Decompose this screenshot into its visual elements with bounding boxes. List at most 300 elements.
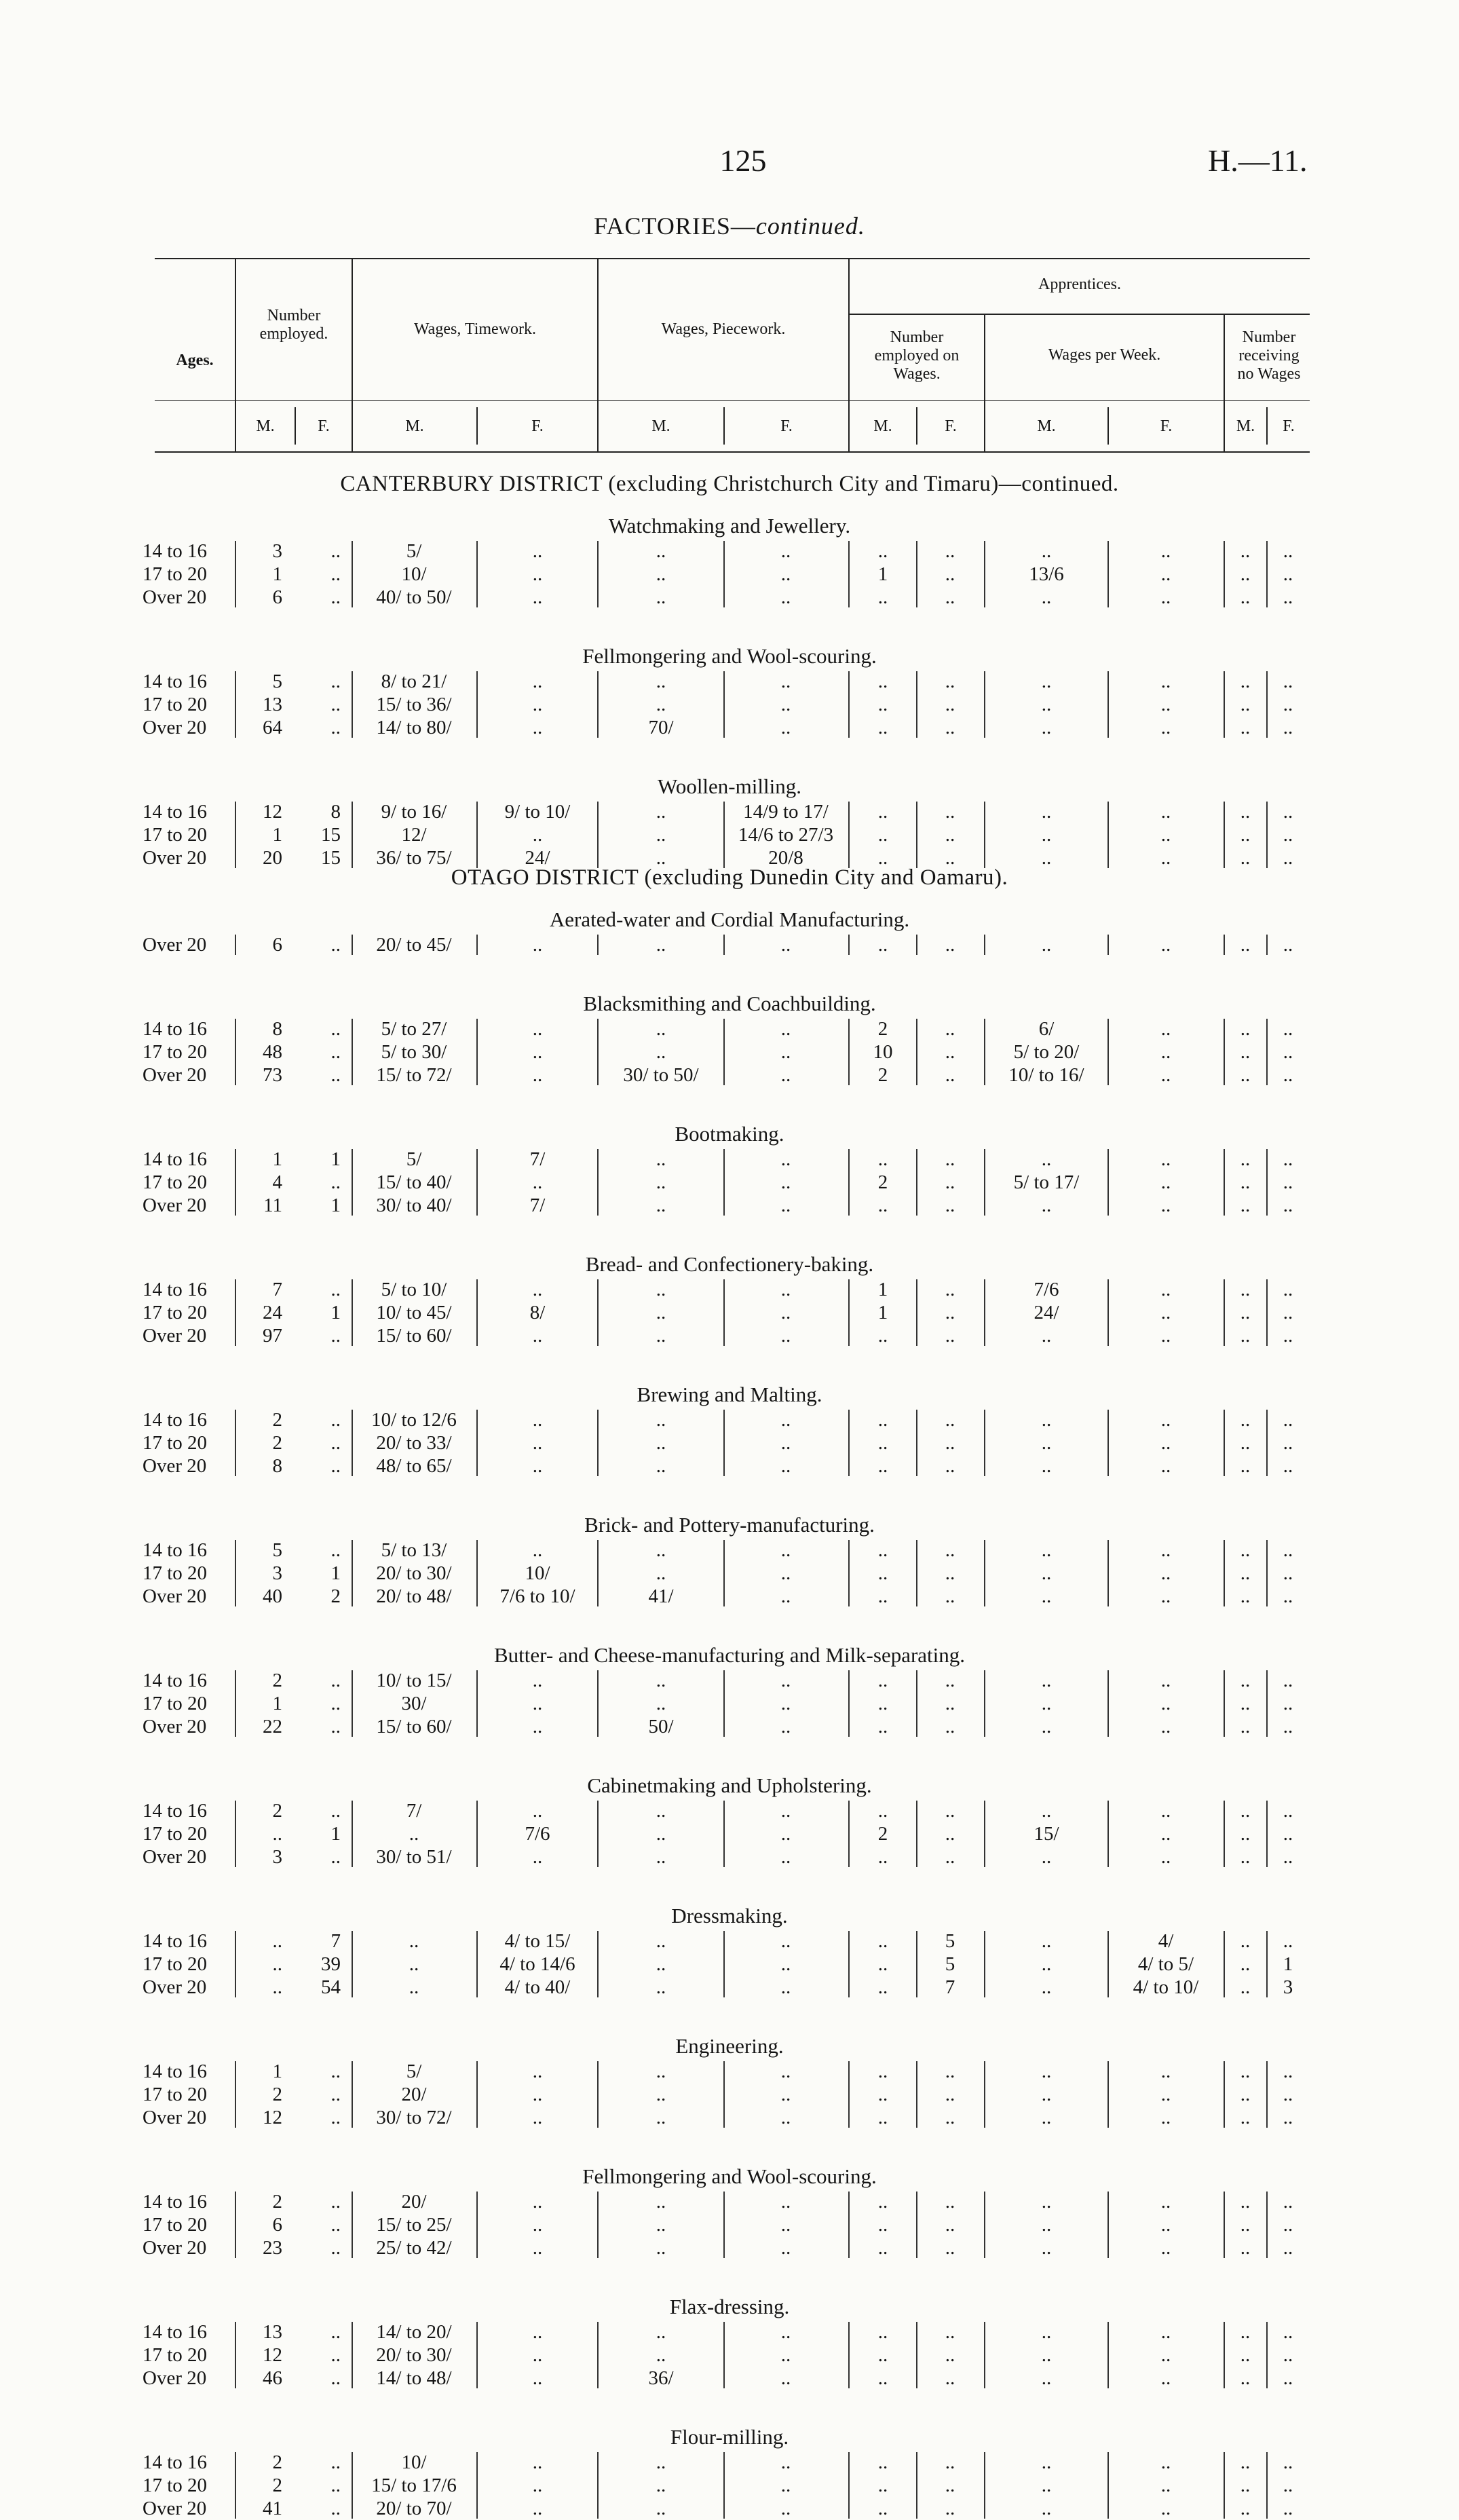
- cell-apprentice-m: ..: [877, 2084, 888, 2105]
- cell-piecework-m: ..: [656, 934, 666, 956]
- column-rule: [1266, 2192, 1268, 2258]
- column-rule: [916, 2061, 917, 2128]
- cell-apprentice-f: ..: [945, 1846, 955, 1868]
- cell-age: Over 20: [143, 934, 207, 956]
- cell-age: 14 to 16: [143, 671, 208, 692]
- column-rule: [235, 671, 236, 738]
- cell-employed-m: 20: [263, 847, 282, 869]
- cell-nowages-m: ..: [1240, 586, 1251, 608]
- cell-apprentice-f: ..: [945, 1279, 955, 1300]
- cell-piecework-f: ..: [780, 2061, 791, 2082]
- cell-timework-f: ..: [532, 824, 543, 846]
- cell-piecework-f: ..: [780, 1148, 791, 1170]
- cell-employed-m: 2: [272, 2084, 282, 2105]
- cell-timework-m: 5/ to 27/: [381, 1018, 447, 1040]
- cell-week-m: 24/: [1034, 1302, 1059, 1323]
- cell-apprentice-m: ..: [877, 847, 888, 869]
- cell-timework-f: 7/6: [525, 1823, 550, 1845]
- cell-week-m: ..: [1041, 1585, 1052, 1607]
- cell-age: Over 20: [143, 1976, 207, 1998]
- cell-employed-f: ..: [330, 1846, 341, 1868]
- column-rule: [597, 1670, 599, 1737]
- cell-apprentice-f: ..: [945, 1693, 955, 1714]
- cell-week-m: ..: [1041, 2061, 1052, 2082]
- cell-apprentice-f: ..: [945, 2084, 955, 2105]
- cell-nowages-f: ..: [1283, 1432, 1293, 1454]
- column-rule: [1266, 1410, 1268, 1476]
- cell-week-f: ..: [1160, 2498, 1171, 2519]
- cell-week-f: ..: [1160, 1195, 1171, 1216]
- table-row: [0, 2106, 1459, 2129]
- header-piecework-m: M.: [651, 417, 670, 435]
- table-row: [0, 1408, 1459, 1431]
- header-nowages-m: M.: [1236, 417, 1255, 435]
- cell-week-f: ..: [1160, 1823, 1171, 1845]
- table-row: [0, 1930, 1459, 1953]
- cell-piecework-f: ..: [780, 1539, 791, 1561]
- cell-age: 14 to 16: [143, 1539, 208, 1561]
- column-rule: [848, 802, 850, 868]
- column-rule: [984, 1540, 985, 1606]
- cell-timework-f: ..: [532, 1279, 543, 1300]
- cell-nowages-f: ..: [1283, 847, 1293, 869]
- cell-nowages-f: ..: [1283, 1930, 1293, 1952]
- cell-week-f: ..: [1160, 1693, 1171, 1714]
- cell-apprentice-m: ..: [877, 2498, 888, 2519]
- cell-timework-m: 30/ to 51/: [376, 1846, 452, 1868]
- column-rule: [848, 1931, 850, 1997]
- table-row: [0, 716, 1459, 739]
- cell-week-f: ..: [1160, 717, 1171, 738]
- cell-age: Over 20: [143, 1585, 207, 1607]
- cell-week-m: ..: [1041, 671, 1052, 692]
- cell-employed-f: ..: [330, 1409, 341, 1431]
- cell-apprentice-f: ..: [945, 2344, 955, 2366]
- cell-employed-f: ..: [330, 2061, 341, 2082]
- cell-employed-m: 1: [272, 1693, 282, 1714]
- cell-week-f: ..: [1160, 1800, 1171, 1822]
- header-number-employed: Number employed.: [259, 307, 328, 343]
- cell-age: 17 to 20: [143, 1953, 208, 1975]
- cell-employed-m: 6: [272, 2214, 282, 2236]
- cell-piecework-f: ..: [780, 1585, 791, 1607]
- cell-week-f: ..: [1160, 2061, 1171, 2082]
- cell-nowages-m: ..: [1240, 1409, 1251, 1431]
- cell-nowages-m: ..: [1240, 1693, 1251, 1714]
- cell-week-m: ..: [1041, 1562, 1052, 1584]
- column-rule: [476, 2192, 478, 2258]
- cell-piecework-f: ..: [780, 1976, 791, 1998]
- cell-age: 14 to 16: [143, 2061, 208, 2082]
- table-row: [0, 1194, 1459, 1217]
- table-row: [0, 1040, 1459, 1064]
- cell-timework-m: ..: [409, 1823, 419, 1845]
- cell-employed-m: 3: [272, 1846, 282, 1868]
- cell-employed-f: ..: [330, 2367, 341, 2389]
- cell-week-m: ..: [1041, 1976, 1052, 1998]
- column-rule: [916, 2322, 917, 2388]
- cell-employed-f: ..: [330, 2321, 341, 2343]
- cell-timework-m: 14/ to 20/: [376, 2321, 452, 2343]
- cell-nowages-f: ..: [1283, 2061, 1293, 2082]
- column-rule: [235, 2322, 236, 2388]
- cell-piecework-f: ..: [780, 1670, 791, 1691]
- cell-week-f: ..: [1160, 1279, 1171, 1300]
- cell-apprentice-m: ..: [877, 1716, 888, 1737]
- cell-timework-f: ..: [532, 1432, 543, 1454]
- cell-piecework-f: ..: [780, 1409, 791, 1431]
- cell-age: 17 to 20: [143, 1302, 208, 1323]
- column-rule: [352, 935, 353, 955]
- cell-timework-m: 15/ to 36/: [376, 694, 452, 715]
- cell-week-m: ..: [1041, 2321, 1052, 2343]
- column-rule: [235, 1149, 236, 1216]
- cell-age: Over 20: [143, 586, 207, 608]
- cell-piecework-m: ..: [656, 1302, 666, 1323]
- cell-nowages-f: ..: [1283, 586, 1293, 608]
- cell-apprentice-m: ..: [877, 2061, 888, 2082]
- cell-age: 14 to 16: [143, 1279, 208, 1300]
- trade-heading: Butter- and Cheese-manufacturing and Milk-separating.: [493, 1643, 966, 1667]
- cell-employed-f: ..: [330, 1670, 341, 1691]
- cell-apprentice-f: ..: [945, 801, 955, 823]
- cell-timework-m: 10/ to 45/: [376, 1302, 452, 1323]
- cell-week-f: ..: [1160, 2237, 1171, 2259]
- column-rule: [1266, 935, 1268, 955]
- column-rule: [1107, 935, 1109, 955]
- column-rule: [723, 1410, 725, 1476]
- cell-employed-f: ..: [330, 586, 341, 608]
- cell-apprentice-m: ..: [877, 1670, 888, 1691]
- cell-week-f: ..: [1160, 1409, 1171, 1431]
- cell-piecework-f: ..: [780, 1800, 791, 1822]
- column-rule: [916, 1801, 917, 1867]
- cell-apprentice-f: 7: [945, 1976, 955, 1998]
- column-rule: [352, 1410, 353, 1476]
- cell-nowages-m: ..: [1240, 1823, 1251, 1845]
- cell-age: 17 to 20: [143, 824, 208, 846]
- cell-nowages-f: ..: [1283, 824, 1293, 846]
- cell-week-f: ..: [1160, 2344, 1171, 2366]
- cell-week-f: ..: [1160, 1171, 1171, 1193]
- column-rule: [235, 2192, 236, 2258]
- header-piecework-f: F.: [780, 417, 793, 435]
- cell-nowages-m: ..: [1240, 1976, 1251, 1998]
- column-rule: [597, 935, 599, 955]
- cell-nowages-f: ..: [1283, 2107, 1293, 2128]
- cell-week-f: ..: [1160, 1432, 1171, 1454]
- cell-timework-f: ..: [532, 586, 543, 608]
- cell-employed-m: 12: [263, 2107, 282, 2128]
- column-rule: [848, 1279, 850, 1346]
- column-rule: [235, 1540, 236, 1606]
- cell-nowages-m: ..: [1240, 2191, 1251, 2213]
- cell-timework-f: ..: [532, 934, 543, 956]
- cell-employed-f: ..: [330, 1325, 341, 1347]
- cell-apprentice-m: ..: [877, 1976, 888, 1998]
- cell-employed-m: ..: [272, 1953, 282, 1975]
- column-rule: [1107, 1670, 1109, 1737]
- cell-week-f: ..: [1160, 2191, 1171, 2213]
- cell-age: 17 to 20: [143, 1562, 208, 1584]
- cell-employed-m: 12: [263, 801, 282, 823]
- table-row: [0, 2190, 1459, 2213]
- column-rule: [352, 1540, 353, 1606]
- cell-nowages-f: ..: [1283, 1693, 1293, 1714]
- cell-week-m: 6/: [1038, 1018, 1055, 1040]
- column-rule: [1107, 1149, 1109, 1216]
- table-row: [0, 2474, 1459, 2497]
- cell-nowages-m: ..: [1240, 1670, 1251, 1691]
- trade-heading: Brick- and Pottery-manufacturing.: [584, 1513, 875, 1537]
- cell-week-f: ..: [1160, 934, 1171, 956]
- cell-piecework-m: 50/: [648, 1716, 674, 1737]
- cell-timework-m: 10/: [401, 2451, 427, 2473]
- cell-piecework-m: ..: [656, 1823, 666, 1845]
- cell-nowages-m: ..: [1240, 1432, 1251, 1454]
- cell-week-m: ..: [1041, 1670, 1052, 1691]
- cell-age: 17 to 20: [143, 1432, 208, 1454]
- cell-nowages-f: ..: [1283, 1279, 1293, 1300]
- cell-employed-m: 22: [263, 1716, 282, 1737]
- cell-timework-m: 48/ to 65/: [376, 1455, 452, 1477]
- header-wages-piecework: Wages, Piecework.: [661, 320, 786, 338]
- cell-employed-m: ..: [272, 1823, 282, 1845]
- cell-piecework-m: ..: [656, 1148, 666, 1170]
- cell-apprentice-f: ..: [945, 1148, 955, 1170]
- column-rule: [984, 2192, 985, 2258]
- column-rule: [476, 1931, 478, 1997]
- table-row: [0, 1064, 1459, 1087]
- column-rule: [916, 2192, 917, 2258]
- cell-employed-m: 48: [263, 1041, 282, 1063]
- cell-employed-f: ..: [330, 717, 341, 738]
- trade-heading: Watchmaking and Jewellery.: [608, 514, 851, 538]
- cell-nowages-m: ..: [1240, 1195, 1251, 1216]
- column-rule: [352, 2452, 353, 2519]
- cell-age: Over 20: [143, 2237, 207, 2259]
- cell-timework-m: 14/ to 80/: [376, 717, 452, 738]
- column-rule: [1107, 2452, 1109, 2519]
- cell-timework-f: ..: [532, 1693, 543, 1714]
- cell-timework-m: 12/: [401, 824, 427, 846]
- column-rule: [723, 2061, 725, 2128]
- cell-employed-m: ..: [272, 1930, 282, 1952]
- column-rule: [235, 541, 236, 607]
- cell-nowages-f: ..: [1283, 1823, 1293, 1845]
- cell-week-m: ..: [1041, 2237, 1052, 2259]
- column-rule: [984, 541, 985, 607]
- cell-apprentice-m: ..: [877, 694, 888, 715]
- cell-nowages-f: ..: [1283, 2367, 1293, 2389]
- cell-employed-f: ..: [330, 694, 341, 715]
- cell-week-f: ..: [1160, 1846, 1171, 1868]
- cell-piecework-m: ..: [656, 1432, 666, 1454]
- cell-piecework-m: ..: [656, 1195, 666, 1216]
- header-nowages-f: F.: [1283, 417, 1295, 435]
- cell-piecework-m: ..: [656, 2321, 666, 2343]
- cell-week-m: ..: [1041, 2475, 1052, 2496]
- column-rule: [1224, 1670, 1225, 1737]
- cell-apprentice-m: ..: [877, 2237, 888, 2259]
- cell-week-m: ..: [1041, 1195, 1052, 1216]
- cell-piecework-m: ..: [656, 2344, 666, 2366]
- cell-employed-m: 13: [263, 694, 282, 715]
- cell-piecework-f: ..: [780, 2367, 791, 2389]
- cell-timework-m: 20/ to 70/: [376, 2498, 452, 2519]
- column-rule: [597, 2322, 599, 2388]
- column-rule: [916, 1410, 917, 1476]
- column-rule: [1224, 1931, 1225, 1997]
- cell-piecework-m: ..: [656, 1325, 666, 1347]
- cell-apprentice-f: ..: [945, 1455, 955, 1477]
- trade-heading: Engineering.: [675, 2034, 784, 2058]
- cell-piecework-f: ..: [780, 1064, 791, 1086]
- cell-timework-f: 7/6 to 10/: [499, 1585, 575, 1607]
- column-rule: [1224, 935, 1225, 955]
- cell-piecework-m: ..: [656, 1041, 666, 1063]
- cell-timework-f: ..: [532, 2367, 543, 2389]
- cell-nowages-m: ..: [1240, 2061, 1251, 2082]
- cell-timework-m: 20/ to 30/: [376, 1562, 452, 1584]
- table-row: [0, 2213, 1459, 2236]
- column-rule: [723, 1670, 725, 1737]
- cell-piecework-f: ..: [780, 2237, 791, 2259]
- cell-apprentice-f: ..: [945, 847, 955, 869]
- cell-piecework-f: ..: [780, 2321, 791, 2343]
- cell-week-m: ..: [1041, 1716, 1052, 1737]
- cell-piecework-f: 14/9 to 17/: [743, 801, 829, 823]
- trade-heading: Aerated-water and Cordial Manufacturing.: [549, 907, 910, 931]
- column-rule: [984, 2322, 985, 2388]
- table-row: [0, 1278, 1459, 1301]
- district-heading: CANTERBURY DISTRICT (excluding Christchurch City and Timaru)—continued.: [340, 472, 1119, 496]
- cell-apprentice-m: ..: [877, 540, 888, 562]
- table-row: [0, 1692, 1459, 1715]
- cell-week-f: ..: [1160, 1041, 1171, 1063]
- cell-employed-m: 2: [272, 1800, 282, 1822]
- column-rule: [916, 1670, 917, 1737]
- cell-nowages-m: ..: [1240, 540, 1251, 562]
- cell-nowages-m: ..: [1240, 2107, 1251, 2128]
- column-rule: [984, 1801, 985, 1867]
- cell-piecework-f: ..: [780, 1171, 791, 1193]
- cell-week-m: ..: [1041, 586, 1052, 608]
- cell-employed-m: 6: [272, 934, 282, 956]
- header-employed-f: F.: [318, 417, 330, 435]
- cell-age: 14 to 16: [143, 1930, 208, 1952]
- trade-heading: Flax-dressing.: [669, 2295, 790, 2318]
- cell-week-m: ..: [1041, 1325, 1052, 1347]
- cell-employed-m: 5: [272, 671, 282, 692]
- cell-week-m: ..: [1041, 1846, 1052, 1868]
- cell-week-f: ..: [1160, 824, 1171, 846]
- cell-employed-f: ..: [330, 540, 341, 562]
- cell-apprentice-f: ..: [945, 1171, 955, 1193]
- cell-timework-m: 20/ to 30/: [376, 2344, 452, 2366]
- column-rule: [723, 1279, 725, 1346]
- cell-apprentice-f: ..: [945, 2475, 955, 2496]
- cell-employed-f: ..: [330, 1171, 341, 1193]
- table-row: [0, 1953, 1459, 1976]
- header-week-m: M.: [1037, 417, 1056, 435]
- cell-nowages-m: ..: [1240, 1562, 1251, 1584]
- cell-apprentice-m: ..: [877, 2214, 888, 2236]
- cell-nowages-m: ..: [1240, 2321, 1251, 2343]
- column-rule: [352, 1019, 353, 1085]
- cell-apprentice-f: ..: [945, 2367, 955, 2389]
- cell-nowages-f: ..: [1283, 2451, 1293, 2473]
- cell-nowages-f: ..: [1283, 2191, 1293, 2213]
- cell-week-f: ..: [1160, 2084, 1171, 2105]
- column-rule: [352, 2322, 353, 2388]
- cell-age: Over 20: [143, 2367, 207, 2389]
- cell-employed-m: 64: [263, 717, 282, 738]
- cell-week-f: ..: [1160, 1325, 1171, 1347]
- column-rule: [1107, 671, 1109, 738]
- table-row: [0, 1301, 1459, 1324]
- cell-nowages-f: ..: [1283, 563, 1293, 585]
- cell-week-m: ..: [1041, 1693, 1052, 1714]
- trade-heading: Woollen-milling.: [658, 774, 801, 798]
- page-title-main: FACTORIES—: [594, 212, 756, 240]
- cell-piecework-m: ..: [656, 1930, 666, 1952]
- cell-age: 14 to 16: [143, 1148, 208, 1170]
- cell-week-f: 4/: [1158, 1930, 1174, 1952]
- cell-week-f: ..: [1160, 1064, 1171, 1086]
- column-rule: [597, 1540, 599, 1606]
- cell-timework-m: 20/: [401, 2191, 427, 2213]
- cell-employed-f: 54: [321, 1976, 341, 1998]
- column-rule: [984, 935, 985, 955]
- column-rule: [916, 1540, 917, 1606]
- column-rule: [723, 541, 725, 607]
- cell-timework-f: ..: [532, 2451, 543, 2473]
- column-rule: [723, 1801, 725, 1867]
- column-rule: [916, 1149, 917, 1216]
- column-rule: [916, 1019, 917, 1085]
- table-row: [0, 1017, 1459, 1040]
- cell-age: 17 to 20: [143, 694, 208, 715]
- cell-piecework-m: ..: [656, 801, 666, 823]
- cell-piecework-m: ..: [656, 540, 666, 562]
- cell-timework-m: 15/ to 40/: [376, 1171, 452, 1193]
- cell-apprentice-m: ..: [877, 2321, 888, 2343]
- cell-piecework-f: 20/8: [768, 847, 803, 869]
- column-rule: [1266, 541, 1268, 607]
- cell-employed-m: 4: [272, 1171, 282, 1193]
- cell-timework-f: ..: [532, 671, 543, 692]
- cell-employed-f: ..: [330, 1693, 341, 1714]
- column-rule: [1224, 1801, 1225, 1867]
- cell-nowages-f: ..: [1283, 671, 1293, 692]
- cell-timework-f: ..: [532, 2475, 543, 2496]
- cell-piecework-m: ..: [656, 2191, 666, 2213]
- cell-apprentice-f: ..: [945, 1800, 955, 1822]
- cell-piecework-f: ..: [780, 563, 791, 585]
- cell-piecework-f: ..: [780, 2191, 791, 2213]
- cell-apprentice-f: ..: [945, 2191, 955, 2213]
- cell-nowages-m: ..: [1240, 1325, 1251, 1347]
- column-rule: [476, 1019, 478, 1085]
- cell-piecework-m: ..: [656, 1171, 666, 1193]
- column-rule: [1266, 2322, 1268, 2388]
- cell-timework-f: ..: [532, 1325, 543, 1347]
- column-rule: [1107, 1019, 1109, 1085]
- cell-nowages-f: ..: [1283, 1716, 1293, 1737]
- column-rule: [352, 1801, 353, 1867]
- column-rule: [916, 541, 917, 607]
